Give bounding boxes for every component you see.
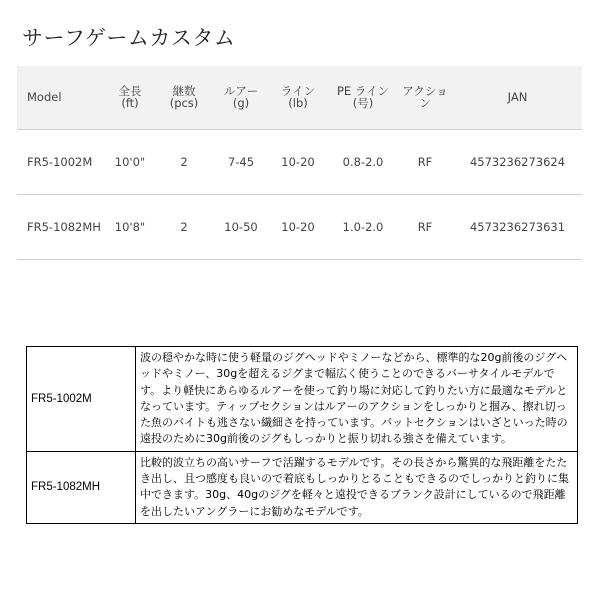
cell-model: FR5-1002M (27, 154, 93, 169)
description-text: 波の穏やかな時に使う軽量のジグヘッドやミノーなどから、標準的な20g前後のジグヘッドやミノー、30gを超えるジグまで幅広く使うことのできるバーサタイルモデルです。より軽快にあらゆるルアーを使って釣り場に対応して釣りたい方に最適なモデルとなっています。ティップセクションはルアーのアクションをしっかりと掴み、擦れ切った魚のバイトも逃さない繊細さを持っています。バットセクションはいざといった時の遠投のために30g前後のジグもしっかりと振り切れる強さを備えています。 (136, 347, 578, 452)
description-text: 比較的波立ちの高いサーフで活躍するモデルです。その長さから驚異的な飛距離をたたき出し、且つ感度も良いので着底もしっかりとることもできるのでしっかりと釣りに集中できます。30g、40gのジグを軽々と遠投できるブランク設計にしているので飛距離を出したいアングラーにお勧めなモデルです。 (136, 451, 578, 523)
description-model: FR5-1002M (27, 347, 136, 452)
cell-action: RF (417, 219, 433, 234)
cell-line: 10-20 (281, 154, 315, 169)
cell-length: 10'0" (114, 154, 146, 169)
table-row (17, 194, 582, 259)
spec-table (17, 66, 582, 260)
cell-lure: 7-45 (227, 154, 255, 169)
header-length: 全長 (ft) (118, 84, 142, 111)
description-row (27, 451, 578, 523)
page-title: サーフゲームカスタム (22, 26, 236, 50)
description-model: FR5-1082MH (27, 451, 136, 523)
cell-lure: 10-50 (224, 219, 258, 234)
header-jan: JAN (507, 90, 528, 105)
header-pe-line: PE ライン (号) (336, 84, 389, 111)
spec-header-row (17, 66, 582, 129)
cell-pe-line: 1.0-2.0 (342, 219, 384, 234)
cell-length: 10'8" (114, 219, 146, 234)
header-pieces: 継数 (pcs) (169, 84, 199, 111)
cell-jan: 4573236273631 (469, 219, 566, 234)
header-model: Model (27, 90, 62, 105)
cell-pieces: 2 (180, 154, 188, 169)
table-row (17, 129, 582, 194)
cell-model: FR5-1082MH (27, 219, 101, 234)
cell-pieces: 2 (180, 219, 188, 234)
description-row (27, 347, 578, 452)
cell-jan: 4573236273624 (469, 154, 566, 169)
cell-line: 10-20 (281, 219, 315, 234)
cell-pe-line: 0.8-2.0 (342, 154, 384, 169)
header-lure: ルアー (g) (223, 84, 259, 111)
header-line: ライン (lb) (280, 84, 316, 111)
description-table (26, 346, 578, 524)
cell-action: RF (417, 154, 433, 169)
header-action: アクション (402, 84, 448, 111)
